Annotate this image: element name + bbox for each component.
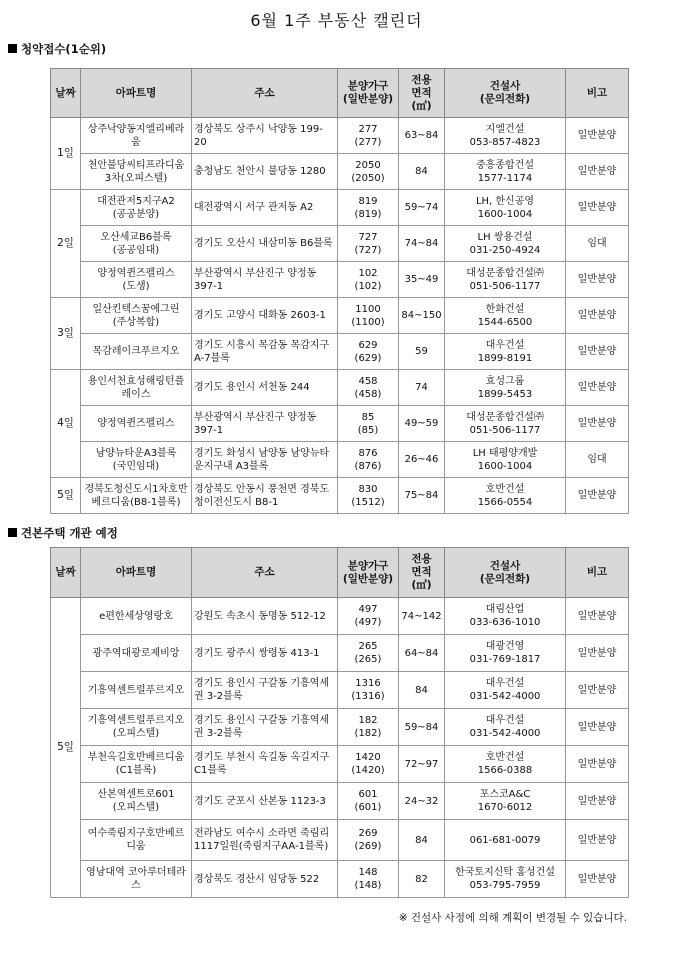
column-header: 비고 bbox=[566, 548, 629, 598]
units-cell: 148 (148) bbox=[338, 861, 399, 898]
note-cell: 일반분양 bbox=[566, 598, 629, 635]
table-row bbox=[51, 154, 629, 190]
builder-cell: 대우건설 031-542-4000 bbox=[445, 672, 566, 709]
area-cell: 64~84 bbox=[399, 635, 445, 672]
address-cell: 부산광역시 부산진구 양정동 397-1 bbox=[192, 262, 338, 298]
apartment-name-cell: 영남대역 코아루더테라스 bbox=[81, 861, 192, 898]
units-cell: 727 (727) bbox=[338, 226, 399, 262]
units-cell: 1420 (1420) bbox=[338, 746, 399, 783]
area-cell: 59~74 bbox=[399, 190, 445, 226]
apartment-name-cell: 남양뉴타운A3블록 (국민임대) bbox=[81, 442, 192, 478]
builder-cell: 한국토지신탁 홍성건설 053-795-7959 bbox=[445, 861, 566, 898]
builder-cell: 포스코A&C 1670-6012 bbox=[445, 783, 566, 820]
address-cell: 경기도 군포시 산본동 1123-3 bbox=[192, 783, 338, 820]
note-cell: 일반분양 bbox=[566, 746, 629, 783]
area-cell: 84 bbox=[399, 154, 445, 190]
area-cell: 59~84 bbox=[399, 709, 445, 746]
table-row bbox=[51, 861, 629, 898]
builder-cell: LH 쌍용건설 031-250-4924 bbox=[445, 226, 566, 262]
apartment-name-cell: 광주역대광로제비앙 bbox=[81, 635, 192, 672]
units-cell: 497 (497) bbox=[338, 598, 399, 635]
column-header: 비고 bbox=[566, 69, 629, 118]
builder-cell: 대성문종합건설㈜ 051-506-1177 bbox=[445, 262, 566, 298]
address-cell: 부산광역시 부산진구 양정동 397-1 bbox=[192, 406, 338, 442]
builder-cell: 대우건설 031-542-4000 bbox=[445, 709, 566, 746]
address-cell: 경상북도 안동시 풍천면 경북도청이전신도시 B8-1 bbox=[192, 478, 338, 514]
table-row bbox=[51, 478, 629, 514]
builder-cell: LH, 한신공영 1600-1004 bbox=[445, 190, 566, 226]
note-cell: 일반분양 bbox=[566, 334, 629, 370]
note-cell: 일반분양 bbox=[566, 783, 629, 820]
apartment-name-cell: 목감레이크푸르지오 bbox=[81, 334, 192, 370]
note-cell: 일반분양 bbox=[566, 406, 629, 442]
note-cell: 일반분양 bbox=[566, 370, 629, 406]
note-cell: 일반분양 bbox=[566, 672, 629, 709]
apartment-name-cell: 오산세교B6블록 (공공임대) bbox=[81, 226, 192, 262]
column-header: 건설사 (문의전화) bbox=[445, 548, 566, 598]
note-cell: 일반분양 bbox=[566, 478, 629, 514]
apartment-name-cell: 여수죽림지구호반베르디움 bbox=[81, 820, 192, 861]
apartment-name-cell: 기흥역센트럴푸르지오 (오피스텔) bbox=[81, 709, 192, 746]
note-cell: 일반분양 bbox=[566, 118, 629, 154]
area-cell: 63~84 bbox=[399, 118, 445, 154]
area-cell: 84 bbox=[399, 820, 445, 861]
table-row bbox=[51, 406, 629, 442]
table-row bbox=[51, 672, 629, 709]
units-cell: 1316 (1316) bbox=[338, 672, 399, 709]
address-cell: 대전광역시 서구 관저동 A2 bbox=[192, 190, 338, 226]
date-cell: 3일 bbox=[51, 298, 81, 370]
page-title: 6월 1주 부동산 캘린더 bbox=[250, 11, 423, 30]
area-cell: 74 bbox=[399, 370, 445, 406]
column-header: 전용 면적 (㎡) bbox=[399, 69, 445, 118]
note-cell: 일반분양 bbox=[566, 820, 629, 861]
address-cell: 경기도 부천시 옥길동 옥길지구 C1블록 bbox=[192, 746, 338, 783]
apartment-name-cell: e편한세상영랑호 bbox=[81, 598, 192, 635]
units-cell: 601 (601) bbox=[338, 783, 399, 820]
units-cell: 85 (85) bbox=[338, 406, 399, 442]
note-cell: 임대 bbox=[566, 226, 629, 262]
subscription-table bbox=[50, 68, 629, 514]
apartment-name-cell: 용인서천효성해링턴플레이스 bbox=[81, 370, 192, 406]
column-header: 아파트명 bbox=[81, 548, 192, 598]
table-row bbox=[51, 190, 629, 226]
units-cell: 830 (1512) bbox=[338, 478, 399, 514]
column-header: 건설사 (문의전화) bbox=[445, 69, 566, 118]
area-cell: 84~150 bbox=[399, 298, 445, 334]
address-cell: 경상북도 경산시 임당동 522 bbox=[192, 861, 338, 898]
area-cell: 24~32 bbox=[399, 783, 445, 820]
units-cell: 277 (277) bbox=[338, 118, 399, 154]
builder-cell: 대성문종합건설㈜ 051-506-1177 bbox=[445, 406, 566, 442]
builder-cell: 호반건설 1566-0554 bbox=[445, 478, 566, 514]
apartment-name-cell: 산본역센트로601 (오피스텔) bbox=[81, 783, 192, 820]
apartment-name-cell: 천안불당씨티프라디움 3차(오피스텔) bbox=[81, 154, 192, 190]
builder-cell: 지엘건설 053-857-4823 bbox=[445, 118, 566, 154]
units-cell: 1100 (1100) bbox=[338, 298, 399, 334]
note-cell: 일반분양 bbox=[566, 154, 629, 190]
table-row bbox=[51, 370, 629, 406]
builder-cell: 호반건설 1566-0388 bbox=[445, 746, 566, 783]
table-row bbox=[51, 746, 629, 783]
column-header: 분양가구 (일반분양) bbox=[338, 69, 399, 118]
column-header: 주소 bbox=[192, 548, 338, 598]
section-heading-model-house bbox=[8, 525, 118, 541]
builder-cell: 한화건설 1544-6500 bbox=[445, 298, 566, 334]
address-cell: 전라남도 여수시 소라면 죽림리 1117일원(죽림지구AA-1블록) bbox=[192, 820, 338, 861]
address-cell: 경상북도 상주시 낙양동 199-20 bbox=[192, 118, 338, 154]
column-header: 전용 면적 (㎡) bbox=[399, 548, 445, 598]
apartment-name-cell: 기흥역센트럴푸르지오 bbox=[81, 672, 192, 709]
square-bullet-icon bbox=[8, 528, 17, 537]
area-cell: 35~49 bbox=[399, 262, 445, 298]
address-cell: 경기도 화성시 남양동 남양뉴타운지구내 A3블록 bbox=[192, 442, 338, 478]
note-cell: 일반분양 bbox=[566, 262, 629, 298]
address-cell: 경기도 시흥시 목감동 목감지구 A-7블록 bbox=[192, 334, 338, 370]
table-row bbox=[51, 226, 629, 262]
table-row bbox=[51, 442, 629, 478]
address-cell: 경기도 용인시 구갈동 기흥역세권 3-2블록 bbox=[192, 709, 338, 746]
apartment-name-cell: 상주낙양동지엘리베라움 bbox=[81, 118, 192, 154]
note-cell: 임대 bbox=[566, 442, 629, 478]
note-cell: 일반분양 bbox=[566, 190, 629, 226]
area-cell: 82 bbox=[399, 861, 445, 898]
area-cell: 26~46 bbox=[399, 442, 445, 478]
apartment-name-cell: 경북도청신도시1차호반베르디움(B8-1블록) bbox=[81, 478, 192, 514]
date-cell: 5일 bbox=[51, 478, 81, 514]
apartment-name-cell: 대전관저5지구A2 (공공분양) bbox=[81, 190, 192, 226]
note-cell: 일반분양 bbox=[566, 709, 629, 746]
units-cell: 102 (102) bbox=[338, 262, 399, 298]
area-cell: 75~84 bbox=[399, 478, 445, 514]
builder-cell: 효성그룹 1899-5453 bbox=[445, 370, 566, 406]
builder-cell: 중흥종합건설 1577-1174 bbox=[445, 154, 566, 190]
column-header: 아파트명 bbox=[81, 69, 192, 118]
builder-cell: 대림산업 033-636-1010 bbox=[445, 598, 566, 635]
table-row bbox=[51, 262, 629, 298]
table-row bbox=[51, 118, 629, 154]
note-cell: 일반분양 bbox=[566, 298, 629, 334]
note-cell: 일반분양 bbox=[566, 635, 629, 672]
units-cell: 269 (269) bbox=[338, 820, 399, 861]
address-cell: 충청남도 천안시 불당동 1280 bbox=[192, 154, 338, 190]
units-cell: 182 (182) bbox=[338, 709, 399, 746]
column-header: 분양가구 (일반분양) bbox=[338, 548, 399, 598]
table-row bbox=[51, 298, 629, 334]
units-cell: 458 (458) bbox=[338, 370, 399, 406]
apartment-name-cell: 일산킨텍스꿈에그린 (주상복합) bbox=[81, 298, 192, 334]
square-bullet-icon bbox=[8, 44, 17, 53]
builder-cell: 061-681-0079 bbox=[445, 820, 566, 861]
units-cell: 629 (629) bbox=[338, 334, 399, 370]
column-header: 날짜 bbox=[51, 548, 81, 598]
table-row bbox=[51, 334, 629, 370]
units-cell: 2050 (2050) bbox=[338, 154, 399, 190]
address-cell: 경기도 고양시 대화동 2603-1 bbox=[192, 298, 338, 334]
area-cell: 72~97 bbox=[399, 746, 445, 783]
column-header: 날짜 bbox=[51, 69, 81, 118]
table-row bbox=[51, 783, 629, 820]
footnote: ※ 건설사 사정에 의해 계획이 변경될 수 있습니다. bbox=[398, 912, 627, 924]
builder-cell: 대우건설 1899-8191 bbox=[445, 334, 566, 370]
area-cell: 59 bbox=[399, 334, 445, 370]
address-cell: 경기도 용인시 서천동 244 bbox=[192, 370, 338, 406]
note-cell: 일반분양 bbox=[566, 861, 629, 898]
model-house-table bbox=[50, 547, 629, 898]
apartment-name-cell: 양정역퀸즈펠리스 (도생) bbox=[81, 262, 192, 298]
table-row bbox=[51, 598, 629, 635]
address-cell: 강원도 속초시 동명동 512-12 bbox=[192, 598, 338, 635]
address-cell: 경기도 광주시 쌍령동 413-1 bbox=[192, 635, 338, 672]
section-heading-subscription bbox=[8, 41, 106, 57]
units-cell: 265 (265) bbox=[338, 635, 399, 672]
date-cell: 5일 bbox=[51, 598, 81, 898]
area-cell: 84 bbox=[399, 672, 445, 709]
apartment-name-cell: 부천옥길호반베르디움 (C1블록) bbox=[81, 746, 192, 783]
table-row bbox=[51, 820, 629, 861]
address-cell: 경기도 오산시 내삼미동 B6블록 bbox=[192, 226, 338, 262]
apartment-name-cell: 양정역퀸즈펠리스 bbox=[81, 406, 192, 442]
date-cell: 4일 bbox=[51, 370, 81, 478]
builder-cell: 대광건영 031-769-1817 bbox=[445, 635, 566, 672]
table-row bbox=[51, 635, 629, 672]
section-heading-text: 청약접수(1순위) bbox=[21, 42, 107, 56]
section-heading-text: 견본주택 개관 예정 bbox=[21, 526, 118, 540]
date-cell: 1일 bbox=[51, 118, 81, 190]
address-cell: 경기도 용인시 구갈동 기흥역세권 3-2블록 bbox=[192, 672, 338, 709]
builder-cell: LH 태평양개발 1600-1004 bbox=[445, 442, 566, 478]
table-row bbox=[51, 709, 629, 746]
column-header: 주소 bbox=[192, 69, 338, 118]
header-row bbox=[51, 69, 629, 118]
units-cell: 876 (876) bbox=[338, 442, 399, 478]
area-cell: 74~142 bbox=[399, 598, 445, 635]
area-cell: 49~59 bbox=[399, 406, 445, 442]
area-cell: 74~84 bbox=[399, 226, 445, 262]
date-cell: 2일 bbox=[51, 190, 81, 298]
units-cell: 819 (819) bbox=[338, 190, 399, 226]
header-row bbox=[51, 548, 629, 598]
